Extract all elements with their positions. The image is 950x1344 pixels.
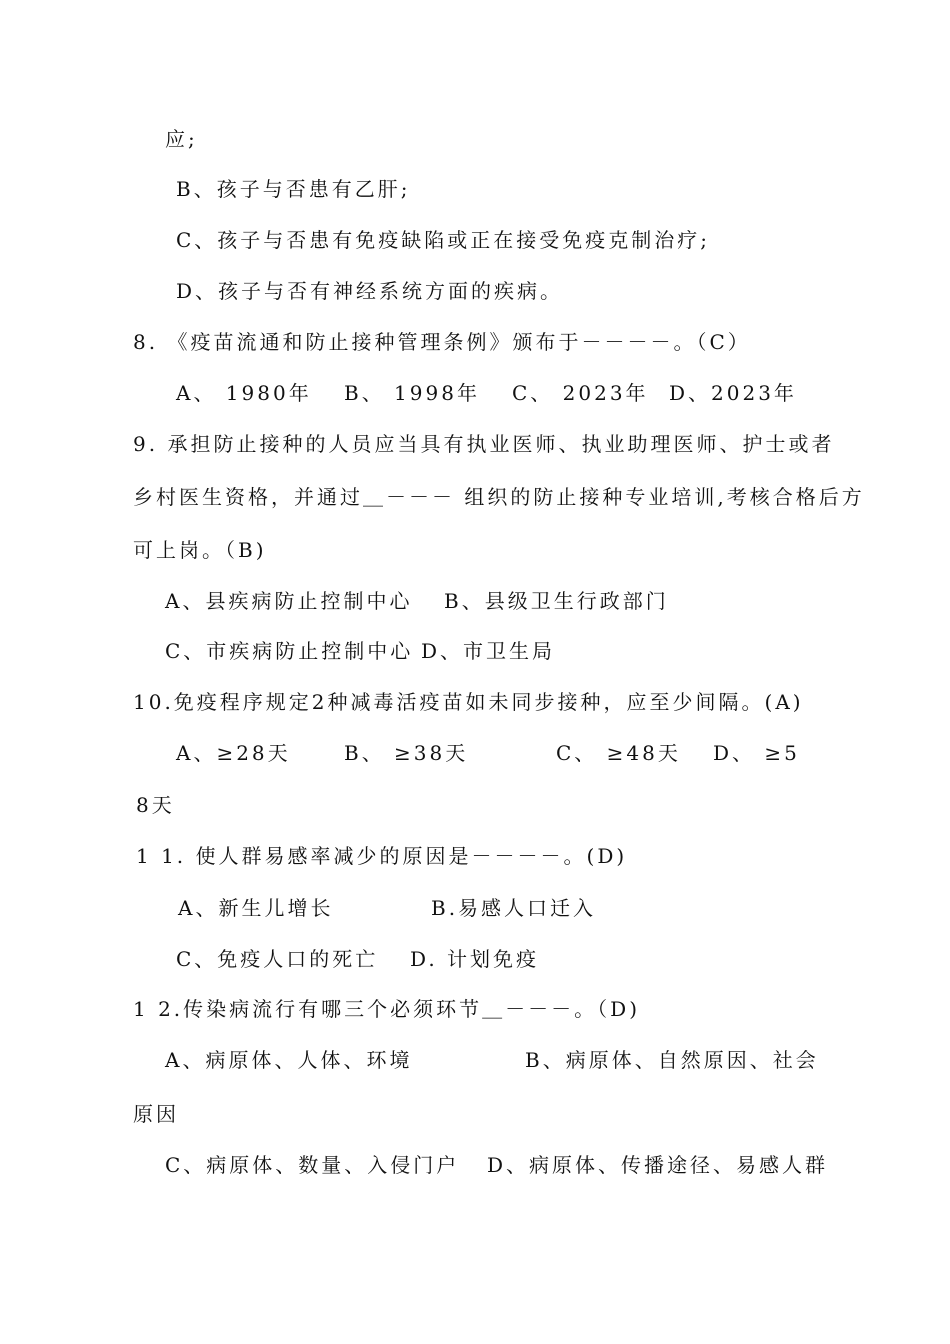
- q8-option-b: B、 1998年: [344, 381, 480, 405]
- question-9-line3: 可上岗。（B): [133, 538, 267, 562]
- q9-option-d: D、市卫生局: [421, 639, 556, 663]
- q8-option-c: C、 2023年: [512, 381, 649, 405]
- q11-option-c: C、免疫人口的死亡: [176, 947, 379, 971]
- q12-option-b-continued: 原因: [133, 1102, 179, 1126]
- q8-option-a: A、 1980年: [176, 381, 312, 405]
- q8-option-d: D、2023年: [669, 381, 797, 405]
- question-8: 8. 《疫苗流通和防止接种管理条例》颁布于－－－－。（C）: [133, 330, 751, 354]
- q10-option-b: B、 ≥38天: [344, 741, 469, 765]
- q11-option-a: A、新生儿增长: [178, 896, 334, 920]
- question-12: 1 2.传染病流行有哪三个必须环节＿－－－。（D): [133, 997, 641, 1021]
- q11-option-b: B.易感人口迁入: [431, 896, 597, 920]
- q9-option-a: A、县疾病防止控制中心: [165, 589, 413, 613]
- q10-option-a: A、≥28天: [176, 741, 291, 765]
- question-11: 1 1. 使人群易感率减少的原因是－－－－。(D): [136, 844, 628, 868]
- q10-option-d-continued: 8天: [136, 793, 175, 817]
- option-b: B、孩子与否患有乙肝;: [176, 177, 411, 201]
- q11-option-d: D. 计划免疫: [410, 947, 540, 971]
- question-10: 10.免疫程序规定2种减毒活疫苗如未同步接种，应至少间隔。(A): [133, 690, 804, 714]
- option-d: D、孩子与否有神经系统方面的疾病。: [176, 279, 564, 303]
- q12-option-b: B、病原体、自然原因、社会: [525, 1048, 819, 1072]
- q10-option-d: D、 ≥5: [713, 741, 800, 765]
- question-9-line2: 乡村医生资格，并通过＿－－－ 组织的防止接种专业培训,考核合格后方: [133, 485, 865, 509]
- q12-option-d: D、病原体、传播途径、易感人群: [487, 1153, 829, 1177]
- q12-option-a: A、病原体、人体、环境: [165, 1048, 413, 1072]
- q9-option-c: C、市疾病防止控制中心: [165, 639, 414, 663]
- question-9-line1: 9. 承担防止接种的人员应当具有执业医师、执业助理医师、护士或者: [133, 432, 835, 456]
- text-line: 应;: [165, 127, 198, 151]
- q9-option-b: B、县级卫生行政部门: [444, 589, 669, 613]
- option-c: C、孩子与否患有免疫缺陷或正在接受免疫克制治疗;: [176, 228, 711, 252]
- q10-option-c: C、 ≥48天: [556, 741, 681, 765]
- q12-option-c: C、病原体、数量、入侵门户: [165, 1153, 460, 1177]
